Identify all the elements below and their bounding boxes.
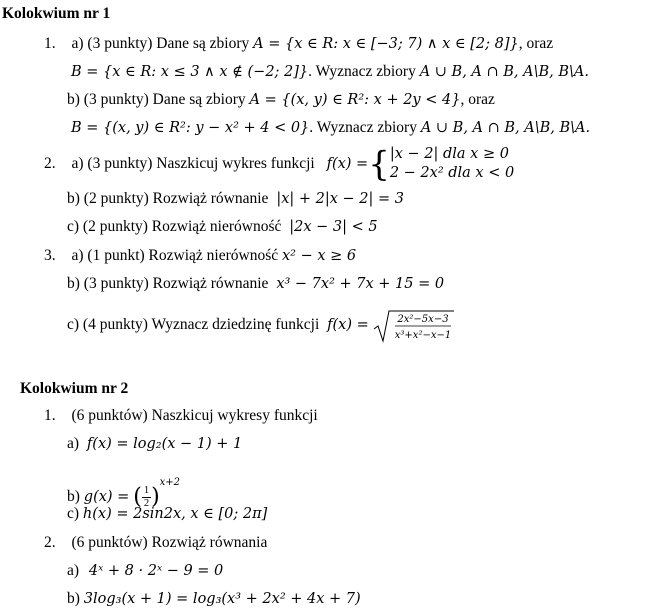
heading-kolokwium-1: Kolokwium nr 1 xyxy=(2,5,111,22)
problem-1b-line1 xyxy=(67,90,495,110)
problem-number: 1. xyxy=(44,407,56,424)
problem-number: 2. xyxy=(44,534,56,551)
fraction-denominator: 2 xyxy=(143,497,150,509)
problem-label: b) (2 punkty) Rozwiąż równanie xyxy=(67,190,269,207)
sqrt-radical-icon xyxy=(373,309,455,343)
problem-label: a) (1 punkt) Rozwiąż nierówność xyxy=(71,247,279,264)
problem-label: b) (3 punkty) Rozwiąż równanie xyxy=(67,275,269,292)
heading-kolokwium-2: Kolokwium nr 2 xyxy=(20,380,129,397)
fraction-numerator: 1 xyxy=(143,484,150,496)
function-definition: f(x) = log₂(x − 1) + 1 xyxy=(86,436,243,452)
problem-k2-2a xyxy=(67,561,223,581)
equation: x³ − 7x² + 7x + 15 = 0 xyxy=(276,276,445,292)
problem-label: c) (2 punkty) Rozwiąż nierówność xyxy=(67,218,282,235)
piecewise-cases xyxy=(390,145,514,183)
subitem-label: a) xyxy=(67,435,80,452)
problem-label: a) (3 punkty) Naszkicuj wykres funkcji xyxy=(71,155,315,172)
task-text: . Wyznacz zbiory xyxy=(308,63,416,80)
function-name: g(x) = xyxy=(83,489,130,505)
problem-label: a) (3 punkty) Dane są zbiory xyxy=(71,35,250,52)
equation: 4ˣ + 8 · 2ˣ − 9 = 0 xyxy=(88,563,224,579)
set-a-definition: A = {(x, y) ∈ R²: x + 2y < 4} xyxy=(249,92,461,108)
left-paren: ( xyxy=(133,484,142,510)
inequality: x² − x ≥ 6 xyxy=(281,248,357,264)
problem-3c xyxy=(67,307,455,343)
problem-3b xyxy=(67,274,444,294)
conjunction-text: , oraz xyxy=(518,35,554,52)
function-name: f(x) = xyxy=(327,317,369,333)
inequality: |2x − 3| < 5 xyxy=(289,219,378,235)
problem-2c xyxy=(67,217,378,237)
problem-label: c) (4 punkty) Wyznacz dziedzinę funkcji xyxy=(67,316,320,333)
fraction-denominator: x³+x²−x−1 xyxy=(394,329,451,341)
set-operations: A ∪ B, A ∩ B, A\B, B\A. xyxy=(419,64,589,80)
problem-k2-2b xyxy=(67,589,361,609)
problem-label: b) (3 punkty) Dane są zbiory xyxy=(67,91,246,108)
left-brace: { xyxy=(368,144,390,185)
equation: |x| + 2|x − 2| = 3 xyxy=(276,191,405,207)
problem-number: 1. xyxy=(44,35,56,52)
problem-k2-1a xyxy=(67,434,242,454)
problem-1b-line2 xyxy=(71,118,590,138)
problem-1a-line2 xyxy=(71,62,589,82)
problem-number: 3. xyxy=(44,247,56,264)
function-name: f(x) = xyxy=(326,156,369,172)
problem-k2-2 xyxy=(44,533,267,553)
set-b-definition: B = {(x, y) ∈ R²: y − x² + 4 < 0} xyxy=(71,120,310,136)
subitem-label: b) xyxy=(67,488,80,505)
function-definition: h(x) = 2sin2x, x ∈ [0; 2π] xyxy=(82,506,268,522)
conjunction-text: , oraz xyxy=(460,91,495,108)
problem-1a-line1 xyxy=(44,34,553,54)
fraction-numerator: 2x²−5x−3 xyxy=(397,313,449,325)
problem-2a xyxy=(44,145,514,183)
problem-k2-1c xyxy=(67,504,267,524)
set-b-definition: B = {x ∈ R: x ≤ 3 ∧ x ∉ (−2; 2]} xyxy=(71,64,309,80)
problem-label: (6 punktów) Naszkicuj wykresy funkcji xyxy=(71,407,318,424)
problem-number: 2. xyxy=(44,155,56,172)
subitem-label: a) xyxy=(67,562,80,579)
exponent: x+2 xyxy=(159,477,181,488)
set-a-definition: A = {x ∈ R: x ∈ [−3; 7) ∧ x ∈ [2; 8]} xyxy=(253,36,519,52)
problem-2b xyxy=(67,189,404,209)
subitem-label: c) xyxy=(67,505,80,522)
subitem-label: b) xyxy=(67,590,80,607)
right-paren: ) xyxy=(151,484,160,510)
square-root xyxy=(373,307,455,343)
problem-label: (6 punktów) Rozwiąż równania xyxy=(71,534,268,551)
case-1: |x − 2| dla x ≥ 0 xyxy=(389,146,509,163)
problem-3a xyxy=(44,246,356,266)
set-operations: A ∪ B, A ∩ B, A\B, B\A. xyxy=(420,120,591,136)
problem-k2-1 xyxy=(44,406,318,426)
equation: 3log₃(x + 1) = log₃(x³ + 2x² + 4x + 7) xyxy=(83,591,361,607)
case-2: 2 − 2x² dla x < 0 xyxy=(389,165,515,182)
task-text: . Wyznacz zbiory xyxy=(309,119,417,136)
